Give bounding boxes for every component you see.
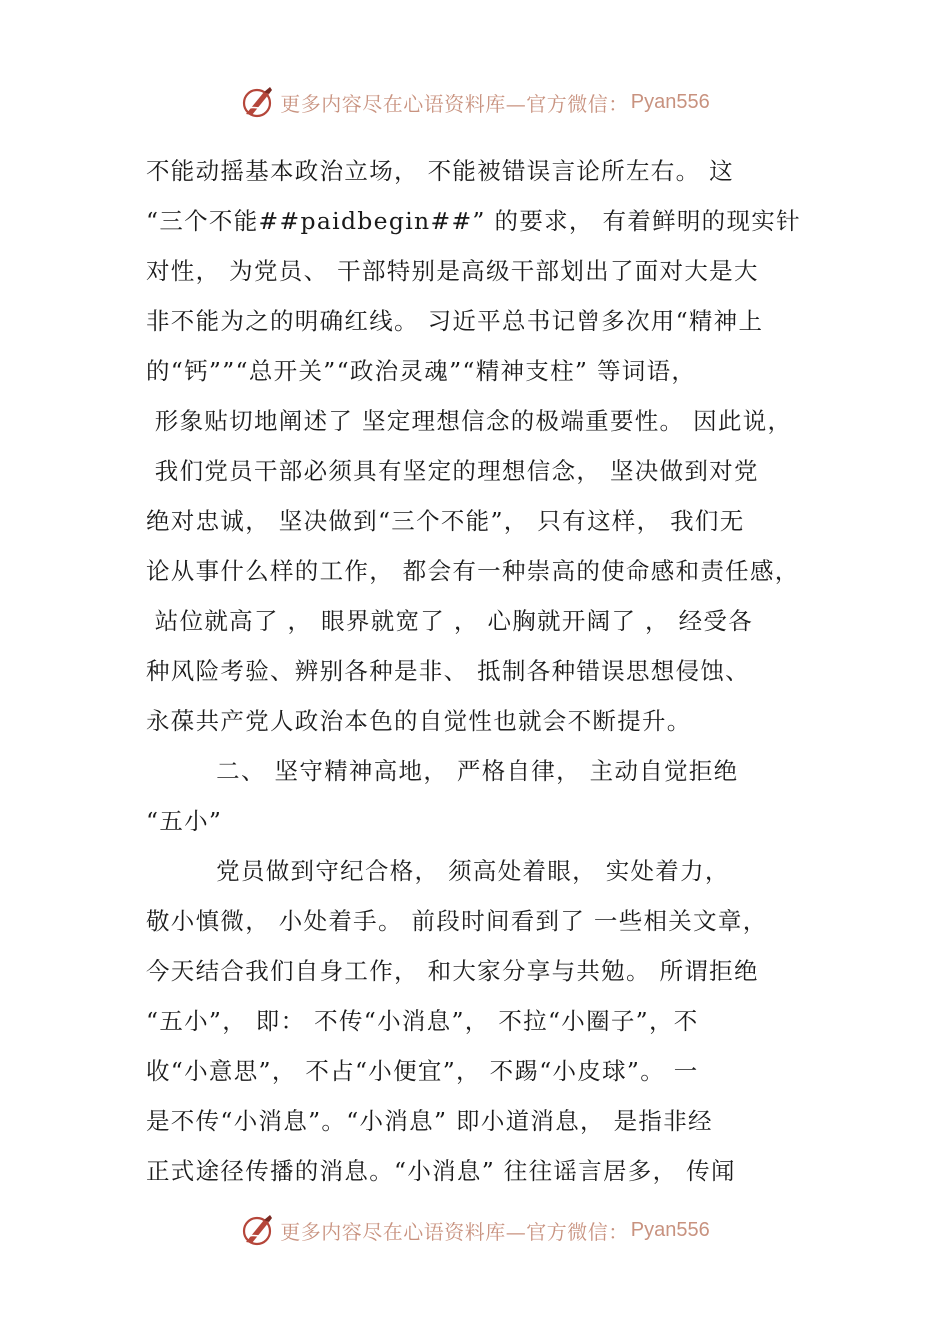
header-banner — [0, 82, 950, 122]
text-line: 不能动摇基本政治立场， 不能被错误言论所左右。 这 — [146, 157, 734, 185]
banner-account: Pyan556 — [630, 1218, 710, 1241]
text-line: 永葆共产党人政治本色的自觉性也就会不断提升。 — [146, 707, 692, 735]
banner-text: 更多内容尽在心语资料库—官方微信： — [280, 1219, 629, 1244]
section-heading-cont: “五小” — [146, 807, 223, 835]
text-line: 今天结合我们自身工作， 和大家分享与共勉。 所谓拒绝 — [146, 957, 759, 985]
text-line: 党员做到守纪合格， 须高处着眼， 实处着力， — [146, 857, 730, 885]
text-line: 的“钙””“总开关”“政治灵魂”“精神支柱” 等词语， — [146, 357, 697, 385]
text-line: 形象贴切地阐述了 坚定理想信念的极端重要性。 因此说， — [146, 407, 793, 435]
text-line: 论从事什么样的工作， 都会有一种崇高的使命感和责任感， — [146, 557, 800, 585]
text-line: “三个不能##paidbegin##” 的要求， 有着鲜明的现实针 — [146, 207, 801, 235]
footer-banner — [0, 1210, 950, 1250]
pen-circle-logo-icon — [240, 1212, 276, 1248]
text-line: 收“小意思”， 不占“小便宜”， 不踢“小皮球”。 一 — [146, 1057, 699, 1085]
section-heading: 二、 坚守精神高地， 严格自律， 主动自觉拒绝 — [146, 757, 739, 785]
banner-text: 更多内容尽在心语资料库—官方微信： — [280, 91, 629, 116]
text-line: 站位就高了 ， 眼界就宽了 ， 心胸就开阔了 ， 经受各 — [146, 607, 753, 635]
text-line: “五小”， 即： 不传“小消息”， 不拉“小圈子”，不 — [146, 1007, 699, 1035]
document-body — [146, 146, 826, 1196]
text-line: 是不传“小消息”。“小消息” 即小道消息， 是指非经 — [146, 1107, 713, 1135]
text-line: 种风险考验、辨别各种是非、 抵制各种错误思想侵蚀、 — [146, 657, 750, 685]
text-line: 非不能为之的明确红线。 习近平总书记曾多次用“精神上 — [146, 307, 764, 335]
text-line: 对性， 为党员、 干部特别是高级干部划出了面对大是大 — [146, 257, 759, 285]
text-line: 绝对忠诚， 坚决做到“三个不能”， 只有这样， 我们无 — [146, 507, 745, 535]
pen-circle-logo-icon — [240, 84, 276, 120]
text-line: 正式途径传播的消息。“小消息” 往往谣言居多， 传闻 — [146, 1157, 736, 1185]
text-line: 我们党员干部必须具有坚定的理想信念， 坚决做到对党 — [146, 457, 759, 485]
banner-account: Pyan556 — [630, 90, 710, 113]
text-line: 敬小慎微， 小处着手。 前段时间看到了 一些相关文章， — [146, 907, 768, 935]
